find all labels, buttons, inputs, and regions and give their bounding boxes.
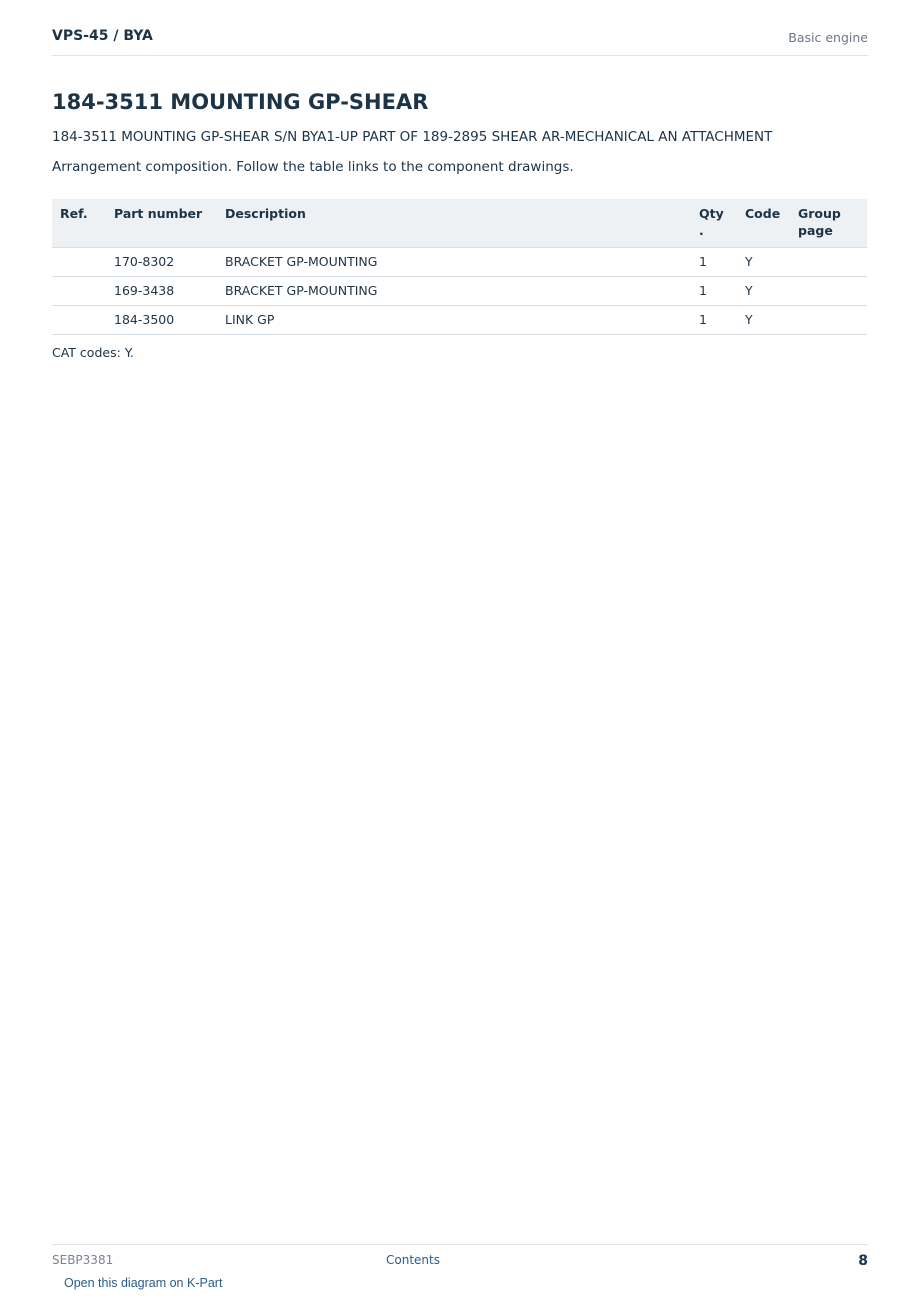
cell-part-number[interactable]: 170-8302 [106,248,217,277]
cell-ref [52,248,106,277]
cat-codes-note: CAT codes: Y. [52,345,134,360]
cell-qty: 1 [691,306,737,335]
table-row[interactable] [52,277,867,306]
cell-code: Y [737,277,790,306]
cell-qty: 1 [691,248,737,277]
intro-text: Arrangement composition. Follow the table links to the component drawings. [52,159,574,175]
cell-group-page [790,248,867,277]
cell-qty: 1 [691,277,737,306]
section-name: Basic engine [788,30,868,45]
cell-description: BRACKET GP-MOUNTING [217,248,691,277]
assembly-description: 184-3511 MOUNTING GP-SHEAR S/N BYA1-UP PART OF 189-2895 SHEAR AR-MECHANICAL AN ATTACHMENT [52,129,773,145]
parts-table [52,199,867,335]
cell-description: LINK GP [217,306,691,335]
cell-description: BRACKET GP-MOUNTING [217,277,691,306]
document-id: SEBP3381 [52,1253,114,1267]
page-number: 8 [858,1253,868,1269]
cell-group-page [790,277,867,306]
col-code: Code [737,199,790,248]
col-ref: Ref. [52,199,106,248]
page-header [52,28,868,56]
col-description: Description [217,199,691,248]
cell-part-number[interactable]: 184-3500 [106,306,217,335]
cell-group-page [790,306,867,335]
cell-code: Y [737,248,790,277]
kpart-link[interactable]: Open this diagram on K-Part [64,1276,223,1290]
cell-code: Y [737,306,790,335]
contents-link[interactable]: Contents [386,1253,440,1267]
page-footer [52,1244,868,1269]
page-title: 184-3511 MOUNTING GP-SHEAR [52,90,429,114]
table-row[interactable] [52,248,867,277]
cell-ref [52,306,106,335]
col-qty: Qty . [691,199,737,248]
cell-ref [52,277,106,306]
table-row[interactable] [52,306,867,335]
model-breadcrumb: VPS-45 / BYA [52,28,153,44]
col-part-number: Part number [106,199,217,248]
table-header-row [52,199,867,248]
cell-part-number[interactable]: 169-3438 [106,277,217,306]
col-group-page: Group page [790,199,867,248]
